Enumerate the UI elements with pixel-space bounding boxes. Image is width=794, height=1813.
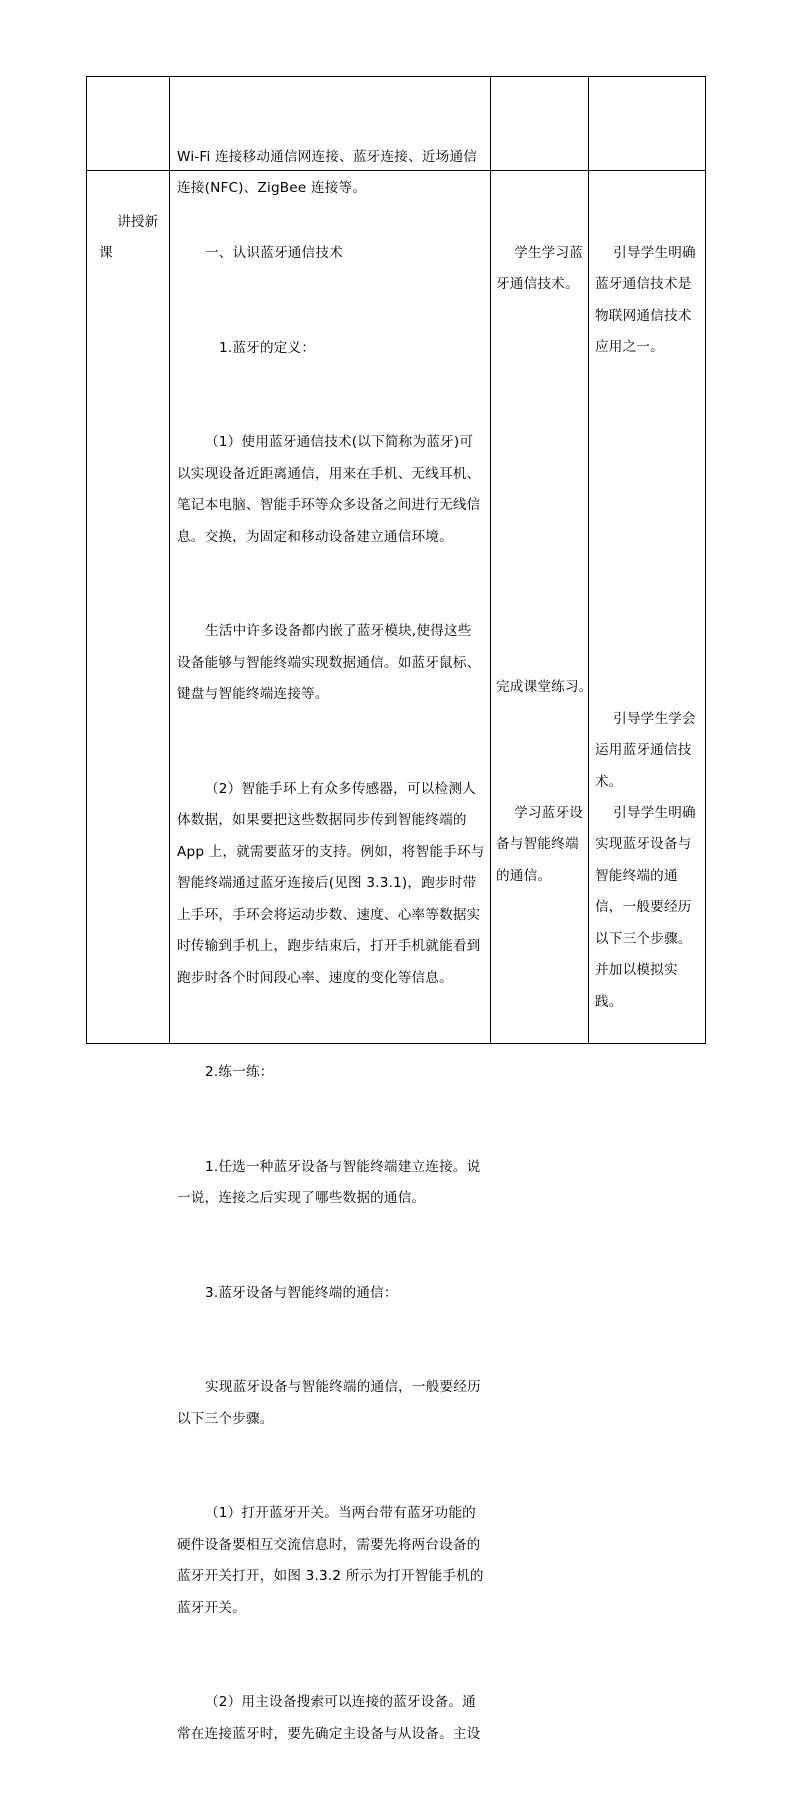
design-intent-text: 引导学生明确实现蓝牙设备与智能终端的通信，一般要经历以下三个步骤。并加以模拟实践。 bbox=[595, 804, 696, 1010]
content-paragraph: 1.任选一种蓝牙设备与智能终端建立连接。说一说，连接之后实现了哪些数据的通信。 bbox=[177, 1158, 481, 1206]
student-activity-text: 完成课堂练习。 bbox=[496, 679, 593, 695]
column-divider bbox=[169, 77, 170, 1043]
content-subheading: 2.练一练： bbox=[205, 1064, 274, 1080]
content-paragraph: （1）使用蓝牙通信技术(以下简称为蓝牙)可以实现设备近距离通信，用来在手机、无线耳机、笔记本电脑、智能手环等众多设备之间进行无线信息。交换，为固定和移动设备建立通信环境。 bbox=[177, 434, 481, 545]
column-divider bbox=[588, 77, 589, 1043]
student-activity-text: 学习蓝牙设备与智能终端的通信。 bbox=[496, 804, 584, 884]
section-label bbox=[99, 175, 165, 301]
design-intent-text: 引导学生学会运用蓝牙通信技术。 bbox=[595, 710, 696, 790]
design-intent-3 bbox=[595, 766, 703, 1050]
design-intent-text: 引导学生明确蓝牙通信技术是物联网通信技术应用之一。 bbox=[595, 244, 696, 355]
lesson-plan-table bbox=[86, 76, 706, 1742]
row1-paragraph: Wi-Fi 连接移动通信网连接、蓝牙连接、近场通信连接(NFC)、ZigBee 连接等。 bbox=[177, 149, 478, 196]
content-subheading: 3.蓝牙设备与智能终端的通信： bbox=[205, 1284, 398, 1301]
content-paragraph: 实现蓝牙设备与智能终端的通信，一般要经历以下三个步骤。 bbox=[177, 1379, 481, 1427]
main-content-cell bbox=[177, 175, 485, 1813]
student-activity-1 bbox=[496, 206, 586, 332]
student-activity-2 bbox=[496, 672, 593, 704]
content-paragraph: （1）打开蓝牙开关。当两台带有蓝牙功能的硬件设备要相互交流信息时，需要先将两台设备的蓝牙开关打开，如图 3.3.2 所示为打开智能手机的蓝牙开关。 bbox=[177, 1505, 484, 1616]
content-paragraph: （2）用主设备搜索可以连接的蓝牙设备。通常在连接蓝牙时，要先确定主设备与从设备。主设 bbox=[177, 1694, 481, 1742]
content-paragraph: 生活中许多设备都内嵌了蓝牙模块,使得这些设备能够与智能终端实现数据通信。如蓝牙鼠标、键盘与智能终端连接等。 bbox=[177, 623, 481, 702]
student-activity-3 bbox=[496, 766, 586, 924]
column-divider bbox=[490, 77, 491, 1043]
section-label-text: 讲授新课 bbox=[99, 213, 159, 261]
content-heading: 一、认识蓝牙通信技术 bbox=[205, 245, 343, 261]
design-intent-1 bbox=[595, 206, 703, 395]
content-paragraph: （2）智能手环上有众多传感器，可以检测人体数据，如果要把这些数据同步传到智能终端的 App 上，就需要蓝牙的支持。例如，将智能手环与智能终端通过蓝牙连接后(见图 3.3.1)，跑步时带上手环，手环会将运动步数、速度、心率等数据实时传输到手机上，跑步结束后，打开手机就能看到跑步时各个时间段心率、速度的变化等信息。 bbox=[177, 780, 485, 986]
student-activity-text: 学生学习蓝牙通信技术。 bbox=[496, 244, 584, 292]
content-subheading: 1.蓝牙的定义： bbox=[219, 339, 316, 356]
